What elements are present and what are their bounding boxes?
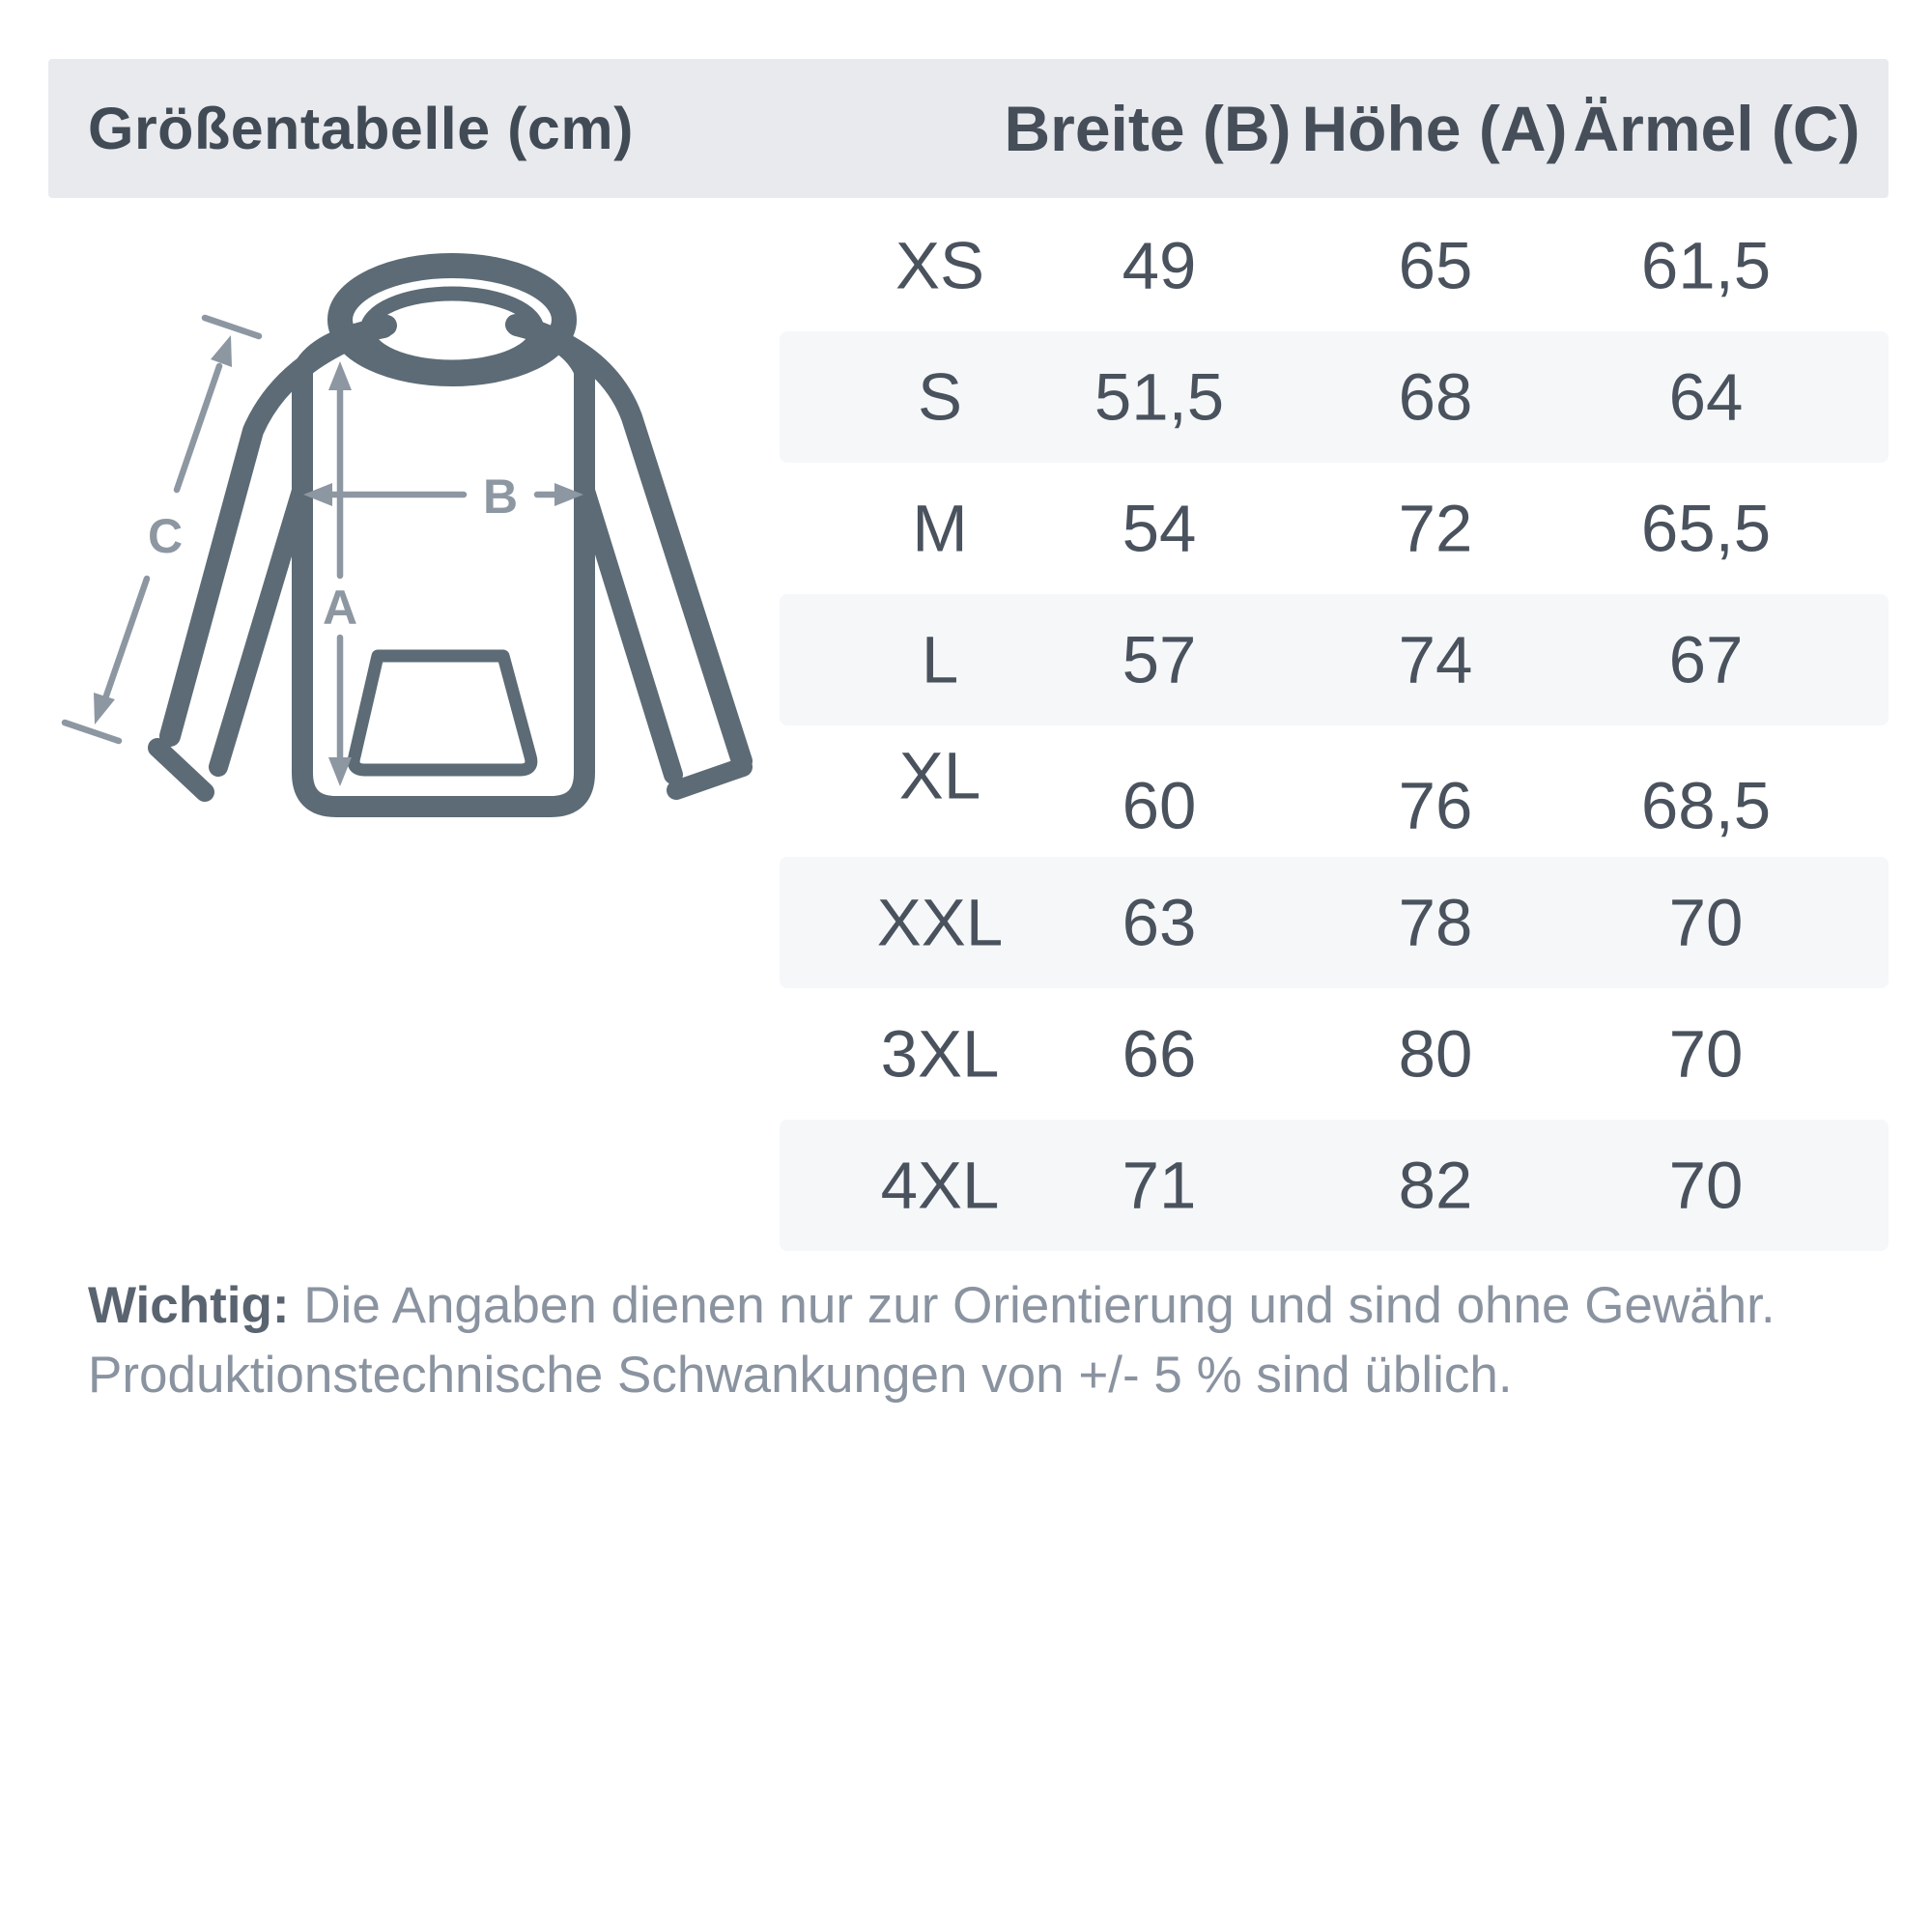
size-value: 65 — [1398, 228, 1473, 303]
size-value: 72 — [1398, 491, 1473, 566]
size-label-XL: XL — [898, 738, 981, 813]
size-label-XS: XS — [895, 228, 985, 303]
disclaimer-bold-prefix: Wichtig: — [88, 1277, 290, 1334]
disclaimer-line-1: Wichtig: Die Angaben dienen nur zur Orientierung und sind ohne Gewähr. — [88, 1277, 1776, 1334]
disclaimer-line-2: Produktionstechnische Schwankungen von +/- 5 % sind üblich. — [88, 1347, 1513, 1404]
size-value: 74 — [1398, 622, 1473, 697]
size-value: 71 — [1122, 1148, 1197, 1223]
hoodie-measurement-diagram — [39, 222, 782, 898]
size-value: 80 — [1398, 1016, 1473, 1092]
size-label-4XL: 4XL — [880, 1148, 1000, 1223]
pocket-outline — [354, 656, 531, 770]
arrow-c-head-down-icon — [94, 693, 115, 724]
size-value: 63 — [1122, 885, 1197, 960]
dimension-label-b: B — [482, 469, 519, 524]
dimension-label-a: A — [322, 581, 358, 635]
column-header-breite: Breite (B) — [1004, 93, 1292, 164]
disclaimer-note — [88, 1271, 1846, 1410]
arrow-c-line — [177, 366, 219, 490]
size-label-M: M — [912, 491, 968, 566]
size-value: 65,5 — [1640, 491, 1772, 566]
arrow-c-head-up-icon — [211, 335, 232, 367]
page-title: Größentabelle (cm) — [88, 96, 634, 161]
size-value: 70 — [1668, 1016, 1744, 1092]
size-value: 51,5 — [1094, 359, 1225, 435]
size-value: 82 — [1398, 1148, 1473, 1223]
size-value: 66 — [1122, 1016, 1197, 1092]
right-sleeve-outer — [516, 325, 742, 761]
column-header-aermel: Ärmel (C) — [1573, 93, 1861, 164]
size-value: 57 — [1122, 622, 1197, 697]
size-value: 76 — [1398, 768, 1473, 843]
arrow-c-line — [103, 579, 147, 704]
dimension-label-c: C — [147, 509, 184, 563]
size-value: 61,5 — [1640, 228, 1772, 303]
size-label-XXL: XXL — [876, 885, 1004, 960]
size-value: 60 — [1122, 768, 1197, 843]
left-sleeve-outer — [170, 326, 386, 736]
size-label-3XL: 3XL — [880, 1016, 1000, 1092]
left-cuff — [157, 748, 205, 792]
size-value: 54 — [1122, 491, 1197, 566]
arrow-a-head-up-icon — [328, 361, 352, 390]
column-header-hoehe: Höhe (A) — [1301, 93, 1568, 164]
size-value: 64 — [1668, 359, 1744, 435]
size-value: 68 — [1398, 359, 1473, 435]
arrow-a-head-down-icon — [328, 757, 352, 786]
arrow-c-end-tick — [65, 723, 119, 741]
size-value: 70 — [1668, 885, 1744, 960]
hoodie-body-outline — [302, 326, 584, 807]
size-value: 78 — [1398, 885, 1473, 960]
size-value: 67 — [1668, 622, 1744, 697]
size-value: 70 — [1668, 1148, 1744, 1223]
size-label-S: S — [917, 359, 963, 435]
size-value: 49 — [1122, 228, 1197, 303]
size-label-L: L — [921, 622, 959, 697]
size-value: 68,5 — [1640, 768, 1772, 843]
right-cuff — [676, 767, 743, 790]
arrow-c-end-tick — [205, 318, 259, 336]
